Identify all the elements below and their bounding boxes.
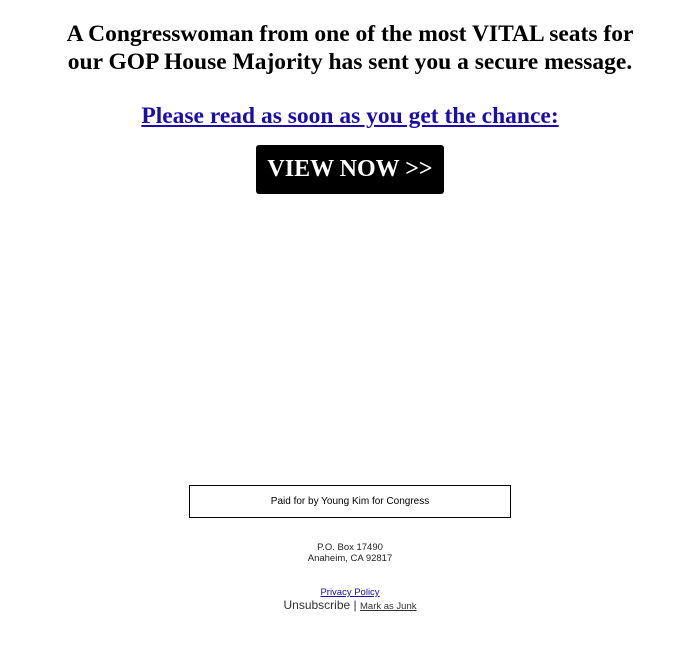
address-line-2: Anaheim, CA 92817 xyxy=(307,553,393,564)
privacy-row xyxy=(0,587,700,598)
read-message-link[interactable]: Please read as soon as you get the chance: xyxy=(141,103,559,129)
address-line-1: P.O. Box 17490 xyxy=(317,542,383,553)
paid-for-disclaimer: Paid for by Young Kim for Congress xyxy=(189,485,511,518)
headline-line-1: A Congresswoman from one of the most VITAL seats for xyxy=(66,21,634,47)
mailing-address xyxy=(0,542,700,564)
privacy-policy-link[interactable]: Privacy Policy xyxy=(320,587,380,598)
cta-link-container xyxy=(0,102,700,130)
view-now-button[interactable]: VIEW NOW >> xyxy=(256,145,444,194)
email-headline xyxy=(0,20,700,76)
unsubscribe-row xyxy=(0,598,700,614)
unsubscribe-link[interactable]: Unsubscribe xyxy=(283,598,351,612)
mark-as-junk-link[interactable]: Mark as Junk xyxy=(360,601,417,612)
headline-line-2: our GOP House Majority has sent you a secure message. xyxy=(67,49,633,75)
footer-separator: | xyxy=(353,598,357,612)
